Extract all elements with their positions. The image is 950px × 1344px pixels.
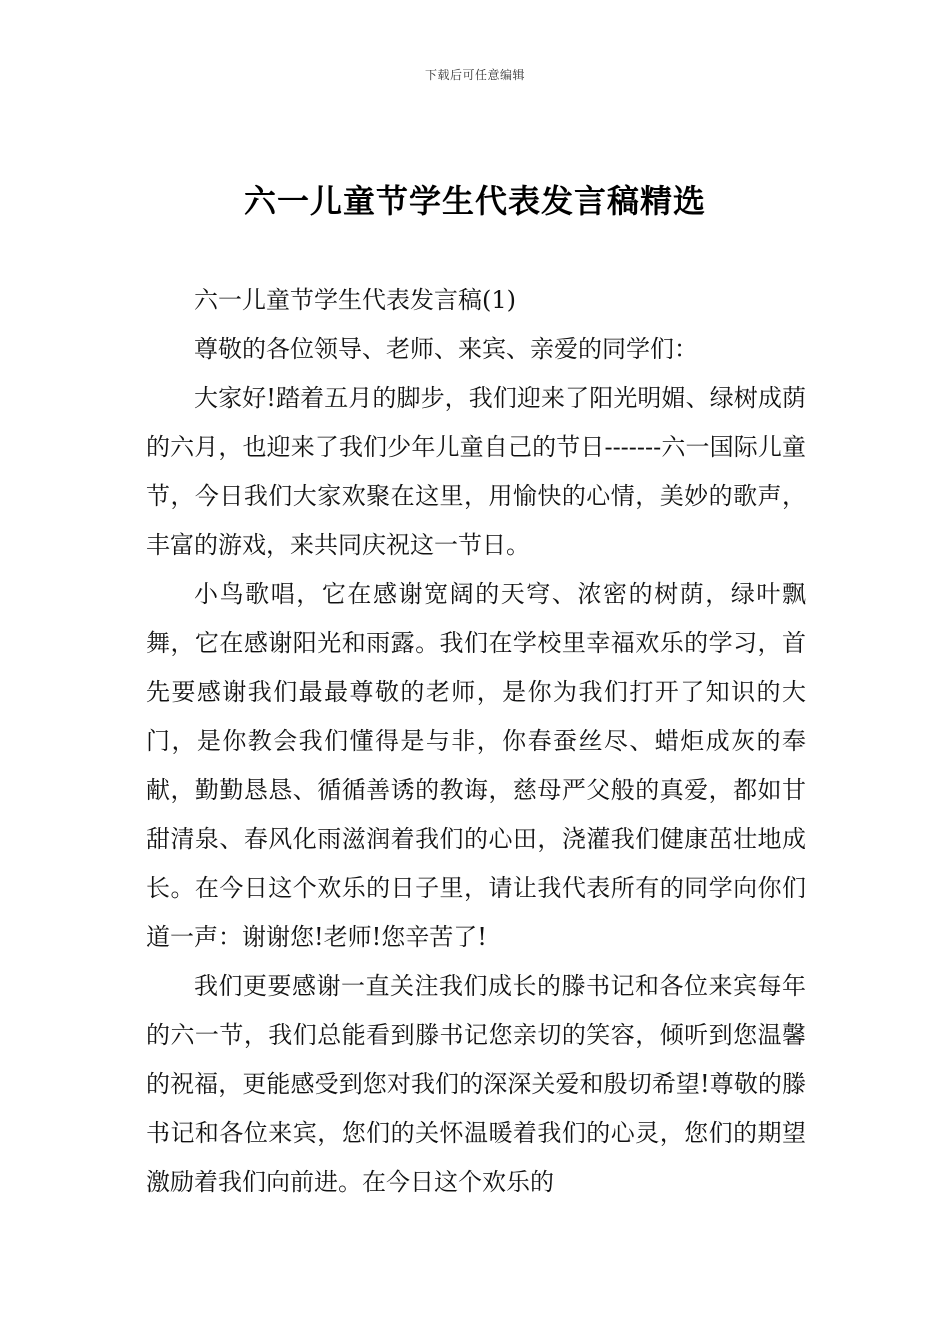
paragraph-subtitle: 六一儿童节学生代表发言稿(1) xyxy=(194,286,516,314)
page-header-note: 下载后可任意编辑 xyxy=(424,68,525,82)
paragraph: 我们更要感谢一直关注我们成长的滕书记和各位来宾每年的六一节，我们总能看到滕书记您亲切的笑容，倾听到您温馨的祝福，更能感受到您对我们的深深关爱和殷切希望!尊敬的滕书记和各位来宾，您们的关怀温暖着我们的心灵，您们的期望激励着我们向前进。在今日这个欢乐的 xyxy=(146,972,806,1196)
paragraph: 大家好!踏着五月的脚步，我们迎来了阳光明媚、绿树成荫的六月，也迎来了我们少年儿童自己的节日-------六一国际儿童节，今日我们大家欢聚在这里，用愉快的心情，美妙的歌声，丰富的游戏，来共同庆祝这一节日。 xyxy=(146,384,806,559)
document-title: 六一儿童节学生代表发言稿精选 xyxy=(243,182,706,220)
paragraph: 小鸟歌唱，它在感谢宽阔的天穹、浓密的树荫，绿叶飘舞，它在感谢阳光和雨露。我们在学校里幸福欢乐的学习，首先要感谢我们最最尊敬的老师，是你为我们打开了知识的大门，是你教会我们懂得是与非，你春蚕丝尽、蜡炬成灰的奉献，勤勤恳恳、循循善诱的教诲，慈母严父般的真爱，都如甘甜清泉、春风化雨滋润着我们的心田，浇灌我们健康茁壮地成长。在今日这个欢乐的日子里，请让我代表所有的同学向你们道一声：谢谢您!老师!您辛苦了! xyxy=(146,580,806,951)
paragraph-salutation: 尊敬的各位领导、老师、来宾、亲爱的同学们： xyxy=(194,335,698,363)
document-body xyxy=(146,276,806,1207)
